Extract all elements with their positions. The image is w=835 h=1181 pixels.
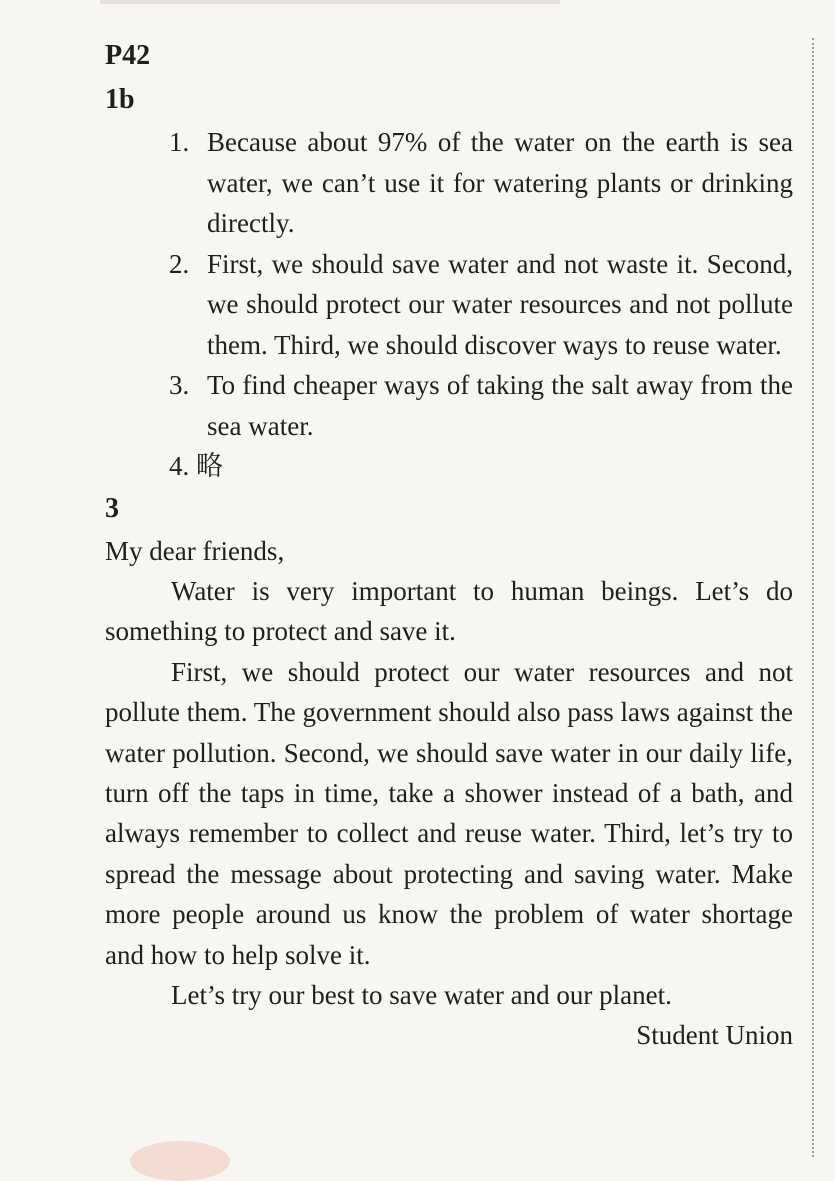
- answer-number: 4.: [169, 451, 190, 481]
- section-1b: [105, 78, 793, 487]
- letter-greeting: My dear friends,: [105, 535, 285, 566]
- answer-item: [105, 446, 793, 487]
- letter-paragraph: Let’s try our best to save water and our planet.: [171, 979, 672, 1010]
- answer-text: Because about 97% of the water on the earth is sea water, we can’t use it for watering plants or drinking directly.: [207, 127, 793, 238]
- section-1b-heading: 1b: [105, 84, 135, 115]
- answer-item: [105, 365, 793, 446]
- answer-number: 3.: [169, 370, 190, 400]
- binding-margin-line: [812, 38, 814, 1157]
- letter-signature: Student Union: [636, 1020, 793, 1051]
- scan-top-edge: [100, 0, 560, 4]
- answer-number: 1.: [169, 127, 190, 157]
- answer-item: [105, 244, 793, 366]
- letter-body: [105, 531, 793, 1016]
- page-label: P42: [105, 40, 151, 71]
- answer-item: [105, 122, 793, 244]
- letter-paragraph: Water is very important to human beings. Let’s do something to protect and save it.: [105, 575, 793, 647]
- answer-list: [105, 122, 793, 487]
- section-3: [105, 487, 793, 1056]
- answer-text: To find cheaper ways of taking the salt away from the sea water.: [207, 370, 793, 441]
- section-3-heading: 3: [105, 492, 119, 524]
- answer-text: First, we should save water and not waste it. Second, we should protect our water resources and not pollute them. Third, we should discover ways to reuse water.: [207, 248, 793, 360]
- stamp-mark: [130, 1141, 230, 1181]
- letter-paragraph: First, we should protect our water resources and not pollute them. The government should also pass laws against the water pollution. Second, we should save water in our daily life, turn off the taps in time, take a shower instead of a bath, and always remember to collect and reuse water. Third, let’s try to spread the message about protecting and saving water. Make more people around us know the problem of water shortage and how to help solve it.: [105, 656, 793, 970]
- answer-number: 2.: [169, 248, 190, 279]
- answer-page: [105, 34, 793, 1056]
- answer-text: 略: [196, 451, 223, 481]
